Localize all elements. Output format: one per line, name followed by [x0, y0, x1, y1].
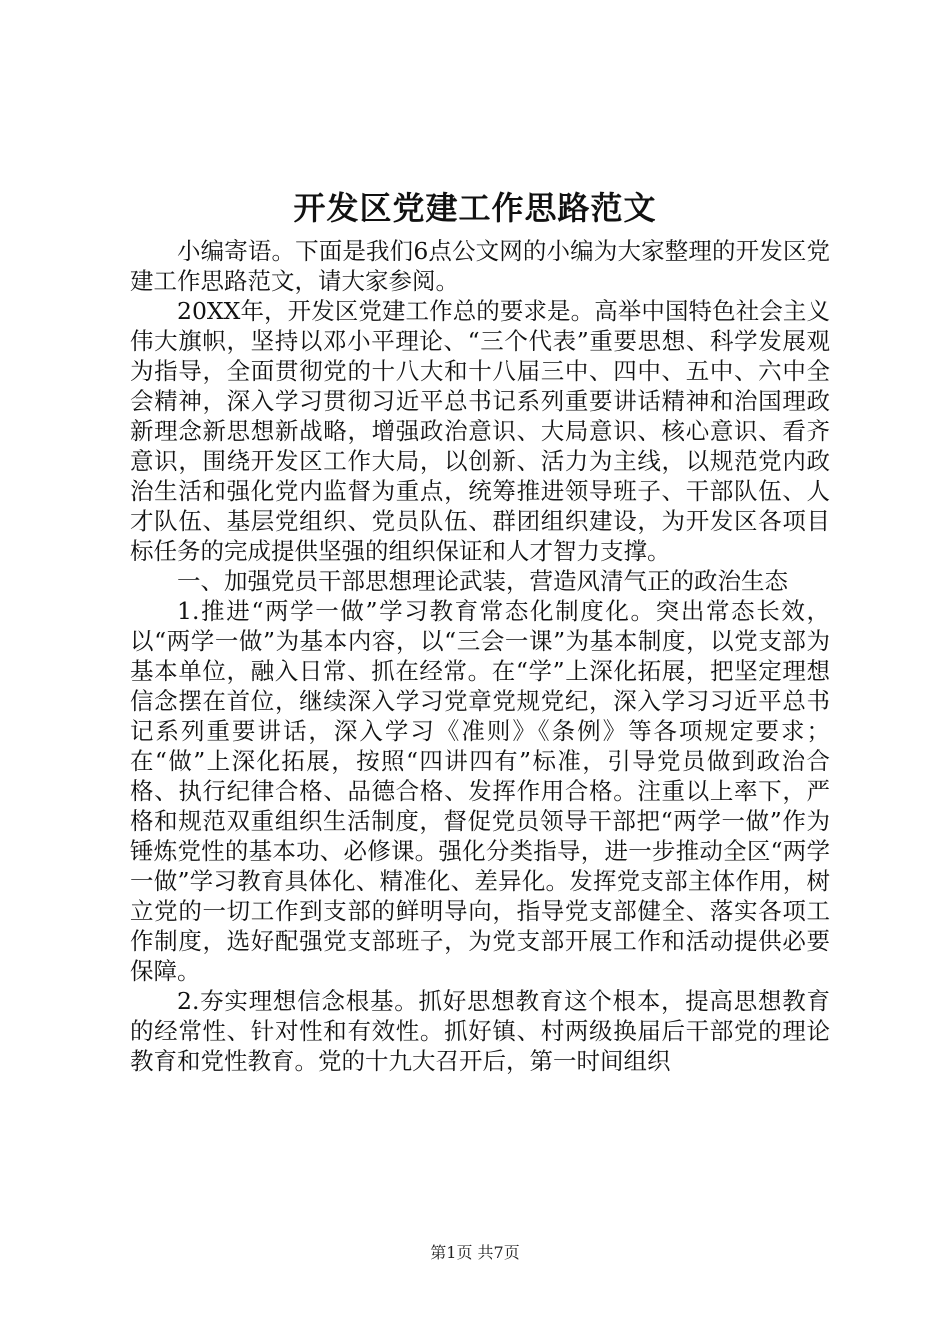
paragraph-requirements: 20XX年，开发区党建工作总的要求是。高举中国特色社会主义伟大旗帜，坚持以邓小平理论、“三个代表”重要思想、科学发展观为指导，全面贯彻党的十八大和十八届三中、四中、五中、六中全会精神，深入学习贯彻习近平总书记系列重要讲话精神和治国理政新理念新思想新战略，增强政治意识、大局意识、核心意识、看齐意识，围绕开发区工作大局，以创新、活力为主线，以规范党内政治生活和强化党内监督为重点，统筹推进领导班子、干部队伍、人才队伍、基层党组织、党员队伍、群团组织建设，为开发区各项目标任务的完成提供坚强的组织保证和人才智力支撑。 [130, 297, 830, 565]
section-heading-1: 一、加强党员干部思想理论武装，营造风清气正的政治生态 [177, 567, 788, 595]
page-number-footer: 第1页 共7页 [430, 1243, 520, 1262]
paragraph-item-1: 1.推进“两学一做”学习教育常态化制度化。突出常态长效，以“两学一做”为基本内容，以“三会一课”为基本制度，以党支部为基本单位，融入日常、抓在经常。在“学”上深化拓展，把坚定理想信念摆在首位，继续深入学习党章党规党纪，深入学习习近平总书记系列重要讲话，深入学习《准则》《条例》等各项规定要求；在“做”上深化拓展，按照“四讲四有”标准，引导党员做到政治合格、执行纪律合格、品德合格、发挥作用合格。注重以上率下，严格和规范双重组织生活制度，督促党员领导干部把“两学一做”作为锤炼党性的基本功、必修课。强化分类指导，进一步推动全区“两学一做”学习教育具体化、精准化、差异化。发挥党支部主体作用，树立党的一切工作到支部的鲜明导向，指导党支部健全、落实各项工作制度，选好配强党支部班子，为党支部开展工作和活动提供必要保障。 [130, 597, 830, 985]
paragraph-intro: 小编寄语。下面是我们6点公文网的小编为大家整理的开发区党建工作思路范文，请大家参阅。 [130, 237, 830, 295]
document-body [130, 236, 830, 1076]
paragraph-item-2: 2.夯实理想信念根基。抓好思想教育这个根本，提高思想教育的经常性、针对性和有效性。抓好镇、村两级换届后干部党的理论教育和党性教育。党的十九大召开后，第一时间组织 [130, 987, 830, 1075]
document-title: 开发区党建工作思路范文 [293, 189, 657, 227]
